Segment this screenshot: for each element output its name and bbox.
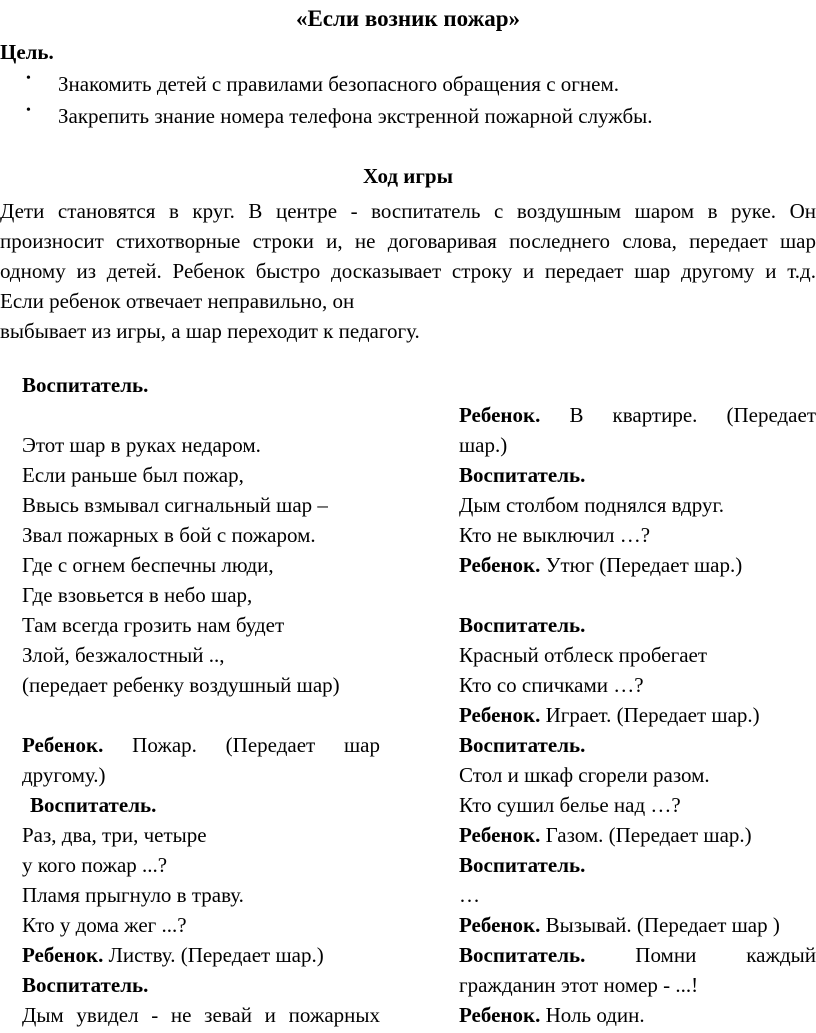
answer-text: другому.) bbox=[22, 763, 106, 787]
child-answer-line bbox=[22, 940, 380, 970]
intro-line: одному из детей. Ребенок быстро досказывает строку и передает шар другому и т.д. bbox=[0, 259, 816, 283]
bullet-icon: • bbox=[26, 103, 31, 118]
speaker-child: Ребенок. bbox=[459, 823, 541, 847]
speaker-teacher: Воспитатель. bbox=[459, 943, 586, 967]
speaker-child: Ребенок. bbox=[459, 703, 541, 727]
answer-text: Утюг (Передает шар.) bbox=[545, 553, 743, 577]
verse-line: Дым увидел - не зевай и пожарных bbox=[22, 1003, 380, 1027]
verse-line: Если раньше был пожар, bbox=[22, 463, 244, 487]
verse-line: Стол и шкаф сгорели разом. bbox=[459, 763, 710, 787]
answer-text: Пожар. (Передает шар bbox=[132, 733, 380, 757]
child-answer-line bbox=[459, 820, 816, 850]
speaker-teacher: Воспитатель. bbox=[459, 463, 586, 487]
verse-line: Ввысь взмывал сигнальный шар – bbox=[22, 493, 328, 517]
child-answer-line bbox=[459, 700, 816, 730]
answer-text: В квартире. (Передает bbox=[569, 403, 816, 427]
verse-line: Красный отблеск пробегает bbox=[459, 643, 708, 667]
child-answer-line bbox=[459, 400, 816, 430]
teacher-line bbox=[459, 940, 816, 970]
answer-text: Листву. (Передает шар.) bbox=[108, 943, 324, 967]
answer-text: Ноль один. bbox=[545, 1003, 645, 1027]
child-answer-line bbox=[459, 550, 816, 580]
verse-line: гражданин этот номер - ...! bbox=[459, 973, 699, 997]
answer-text: шар.) bbox=[459, 433, 508, 457]
speaker-child: Ребенок. bbox=[459, 913, 541, 937]
child-answer-line bbox=[459, 910, 816, 940]
verse-line: Пламя прыгнуло в траву. bbox=[22, 883, 244, 907]
verse-line: Где с огнем беспечны люди, bbox=[22, 553, 274, 577]
verse-line: (передает ребенку воздушный шар) bbox=[22, 673, 340, 697]
verse-text: Помни каждый bbox=[635, 943, 816, 967]
intro-line: выбывает из игры, а шар переходит к педагогу. bbox=[0, 319, 420, 343]
page-title: «Если возник пожар» bbox=[295, 6, 521, 31]
child-answer-line bbox=[22, 730, 380, 760]
verse-line: Кто сушил белье над …? bbox=[459, 793, 681, 817]
answer-text: Играет. (Передает шар.) bbox=[545, 703, 760, 727]
child-answer-line bbox=[459, 1000, 816, 1030]
speaker-teacher: Воспитатель. bbox=[22, 373, 149, 397]
verse-line: Кто у дома жег ...? bbox=[22, 913, 187, 937]
intro-line: произносит стихотворные строки и, не договаривая последнего слова, передает шар bbox=[0, 229, 816, 253]
verse-line: Дым столбом поднялся вдруг. bbox=[459, 493, 724, 517]
ellipsis-line: … bbox=[459, 883, 480, 907]
speaker-teacher: Воспитатель. bbox=[459, 853, 586, 877]
right-column bbox=[459, 400, 816, 1030]
answer-text: Вызывай. (Передает шар ) bbox=[545, 913, 780, 937]
bullet-icon: • bbox=[26, 71, 31, 86]
intro-line: Дети становятся в круг. В центре - воспитатель с воздушным шаром в руке. Он bbox=[0, 199, 816, 223]
goal-text: Знакомить детей с правилами безопасного обращения с огнем. bbox=[58, 72, 619, 96]
speaker-child: Ребенок. bbox=[22, 733, 104, 757]
speaker-child: Ребенок. bbox=[459, 553, 541, 577]
speaker-teacher: Воспитатель. bbox=[459, 613, 586, 637]
goal-text: Закрепить знание номера телефона экстренной пожарной службы. bbox=[58, 104, 653, 128]
goal-label: Цель. bbox=[0, 40, 54, 64]
verse-line: Где взовьется в небо шар, bbox=[22, 583, 253, 607]
game-heading: Ход игры bbox=[363, 164, 453, 188]
verse-line: Злой, безжалостный .., bbox=[22, 643, 225, 667]
verse-line: Этот шар в руках недаром. bbox=[22, 433, 261, 457]
verse-line: Звал пожарных в бой с пожаром. bbox=[22, 523, 316, 547]
verse-line: Кто не выключил …? bbox=[459, 523, 651, 547]
verse-line: Кто со спичками …? bbox=[459, 673, 644, 697]
verse-line: Раз, два, три, четыре bbox=[22, 823, 207, 847]
answer-text: Газом. (Передает шар.) bbox=[545, 823, 752, 847]
speaker-teacher: Воспитатель. bbox=[30, 793, 157, 817]
intro-line: Если ребенок отвечает неправильно, он bbox=[0, 289, 355, 313]
speaker-child: Ребенок. bbox=[459, 1003, 541, 1027]
verse-line: Там всегда грозить нам будет bbox=[22, 613, 285, 637]
verse-line: у кого пожар ...? bbox=[22, 853, 168, 877]
speaker-child: Ребенок. bbox=[459, 403, 541, 427]
speaker-teacher: Воспитатель. bbox=[22, 973, 149, 997]
left-column bbox=[22, 370, 380, 1030]
intro-paragraph bbox=[0, 196, 816, 346]
speaker-teacher: Воспитатель. bbox=[459, 733, 586, 757]
speaker-child: Ребенок. bbox=[22, 943, 104, 967]
